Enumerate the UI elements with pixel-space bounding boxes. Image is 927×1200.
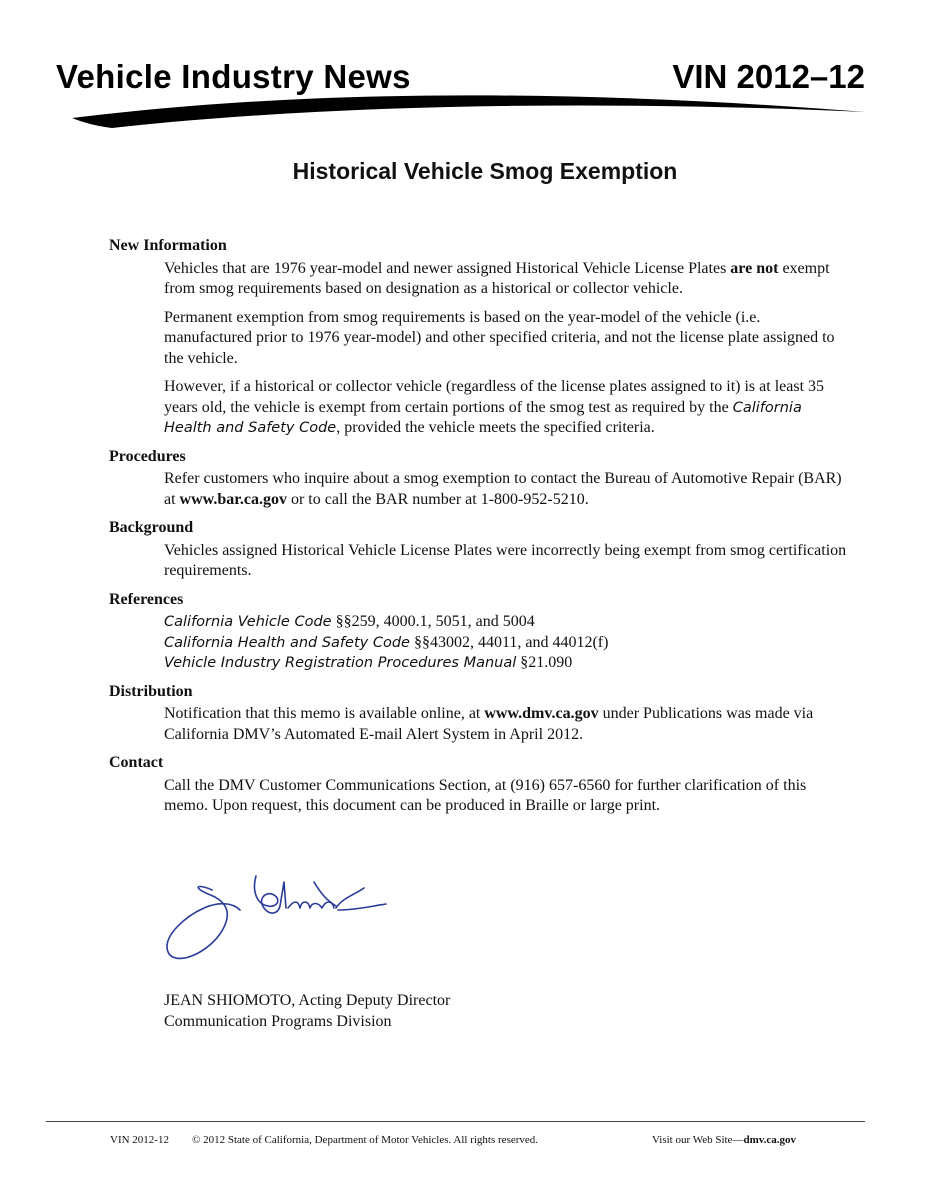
code-citation: California Health and Safety Code — [164, 634, 410, 651]
reference-item — [164, 633, 849, 654]
newsletter-title: Vehicle Industry News — [56, 58, 411, 95]
signer-name: JEAN SHIOMOTO, Acting Deputy Director — [164, 992, 451, 1009]
footer-website — [652, 1134, 796, 1146]
footer-website-link[interactable]: dmv.ca.gov — [743, 1134, 797, 1146]
text: , provided the vehicle meets the specified criteria. — [336, 419, 655, 436]
section-heading: Procedures — [109, 447, 186, 465]
emphasis-text: are not — [730, 259, 779, 277]
text: or to call the BAR number at 1-800-952-5210. — [286, 490, 589, 508]
footer-copyright: © 2012 State of California, Department of Motor Vehicles. All rights reserved. — [192, 1134, 539, 1146]
section-contact — [109, 753, 849, 817]
footer-divider — [46, 1121, 865, 1122]
issue-number: VIN 2012–12 — [672, 58, 865, 95]
section-heading: Contact — [109, 754, 164, 771]
section-heading: References — [109, 590, 184, 608]
reference-list — [164, 612, 849, 674]
text: Vehicles that are 1976 year-model and newer assigned Historical Vehicle License Plates — [164, 259, 731, 277]
paragraph — [164, 259, 849, 300]
section-procedures — [109, 447, 849, 511]
bar-website-link[interactable]: www.bar.ca.gov — [179, 490, 287, 508]
text: Notification that this memo is available online, at — [164, 705, 485, 722]
code-citation: California Health and Safety Code — [164, 399, 802, 436]
text: §§259, 4000.1, 5051, and 5004 — [331, 613, 535, 630]
text: However, if a historical or collector vehicle (regardless of the license plates assigned to it) is at least 35 years old, the vehicle is exempt from certain portions of the smog test as required by the — [164, 378, 825, 416]
section-heading: Distribution — [109, 682, 193, 700]
document-title: Historical Vehicle Smog Exemption — [292, 158, 678, 184]
signature-image — [160, 870, 400, 970]
reference-item — [164, 612, 849, 633]
section-heading: New Information — [109, 237, 227, 254]
text: under Publications was made via California DMV’s Automated E-mail Alert System in April 2012. — [164, 705, 814, 743]
signer-block — [164, 990, 450, 1032]
code-citation: California Vehicle Code — [164, 614, 332, 630]
paragraph: Vehicles assigned Historical Vehicle License Plates were incorrectly being exempt from smog certification requirements. — [164, 541, 847, 579]
masthead — [0, 0, 927, 130]
text: §§43002, 44011, and 44012(f) — [409, 633, 609, 651]
paragraph — [164, 377, 849, 439]
text: Refer customers who inquire about a smog exemption to contact the Bureau of Automotive Repair (BAR) at — [164, 470, 842, 508]
text: exempt from smog requirements based on designation as a historical or collector vehicle. — [164, 259, 830, 297]
paragraph — [164, 704, 849, 745]
section-distribution — [109, 682, 849, 746]
paragraph — [164, 469, 849, 510]
section-new-information — [109, 236, 849, 439]
footer-website-label: Visit our Web Site— — [652, 1134, 744, 1146]
code-citation: Vehicle Industry Registration Procedures Manual — [164, 655, 517, 671]
dmv-website-link[interactable]: www.dmv.ca.gov — [484, 705, 599, 722]
paragraph: Permanent exemption from smog requirements is based on the year-model of the vehicle (i.e. manufactured prior to 1976 year-model) and other specified criteria, and not the license plate assigned to the vehicle. — [164, 308, 835, 367]
section-background — [109, 518, 849, 582]
footer-doc-id: VIN 2012-12 — [110, 1134, 169, 1146]
reference-item — [164, 653, 849, 674]
memo-body — [109, 236, 849, 825]
text: §21.090 — [516, 654, 573, 671]
section-heading: Background — [109, 519, 194, 536]
paragraph: Call the DMV Customer Communications Section, at (916) 657-6560 for further clarification of this memo. Upon request, this document can be produced in Braille or large print. — [164, 776, 807, 814]
signer-division: Communication Programs Division — [164, 1013, 392, 1030]
masthead-swoosh — [0, 92, 927, 132]
section-references — [109, 590, 849, 674]
